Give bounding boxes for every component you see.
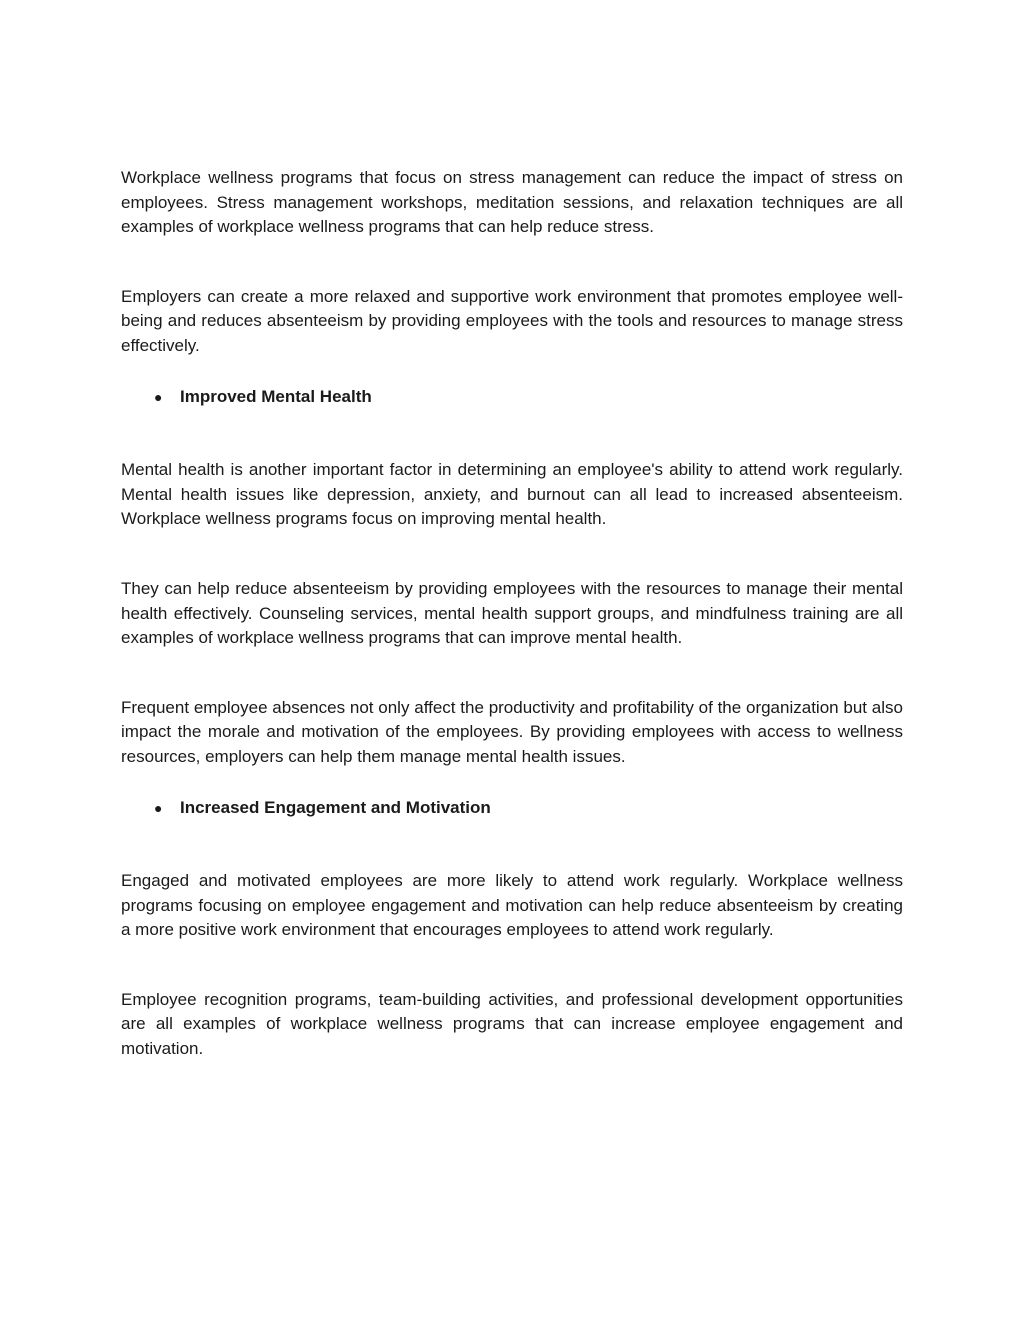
paragraph-mental-health-factor: Mental health is another important factor in determining an employee's ability to attend work regularly. Mental health issues like depression, anxiety, and burnout can all lead to increased absenteeism. Workplace wellness programs focus on improving mental health. [121,460,903,529]
bullet-heading: Improved Mental Health [180,386,372,406]
paragraph-mental-health-resources: They can help reduce absenteeism by providing employees with the resources to manage their mental health effectively. Counseling services, mental health support groups, and mindfulness training are all examples of workplace wellness programs that can improve mental health. [121,578,903,648]
paragraph-supportive-environment: Employers can create a more relaxed and supportive work environment that promotes employee well-being and reduces absenteeism by providing employees with the tools and resources to manage stress effectively. [121,286,903,355]
paragraph-stress-programs: Workplace wellness programs that focus on stress management can reduce the impact of stress on employees. Stress management workshops, meditation sessions, and relaxation techniques are all examples of workplace wellness programs that can help reduce stress. [121,168,903,237]
bullet-increased-engagement [121,796,903,821]
bullet-heading: Increased Engagement and Motivation [180,797,491,817]
paragraph-frequent-absences: Frequent employee absences not only affect the productivity and profitability of the organization but also impact the morale and motivation of the employees. By providing employees with access to wellness resources, employers can help them manage mental health issues. [121,697,903,766]
bullet-improved-mental-health [121,385,903,410]
bullet-marker: ● [154,799,163,816]
bullet-marker: ● [154,388,163,405]
paragraph-engaged-employees: Engaged and motivated employees are more likely to attend work regularly. Workplace wellness programs focusing on employee engagement and motivation can help reduce absenteeism by creating a more positive work environment that encourages employees to attend work regularly. [121,871,903,940]
paragraph-recognition-programs: Employee recognition programs, team-building activities, and professional development opportunities are all examples of workplace wellness programs that can increase employee engagement and motivation. [121,989,903,1059]
document-body [121,166,903,1062]
